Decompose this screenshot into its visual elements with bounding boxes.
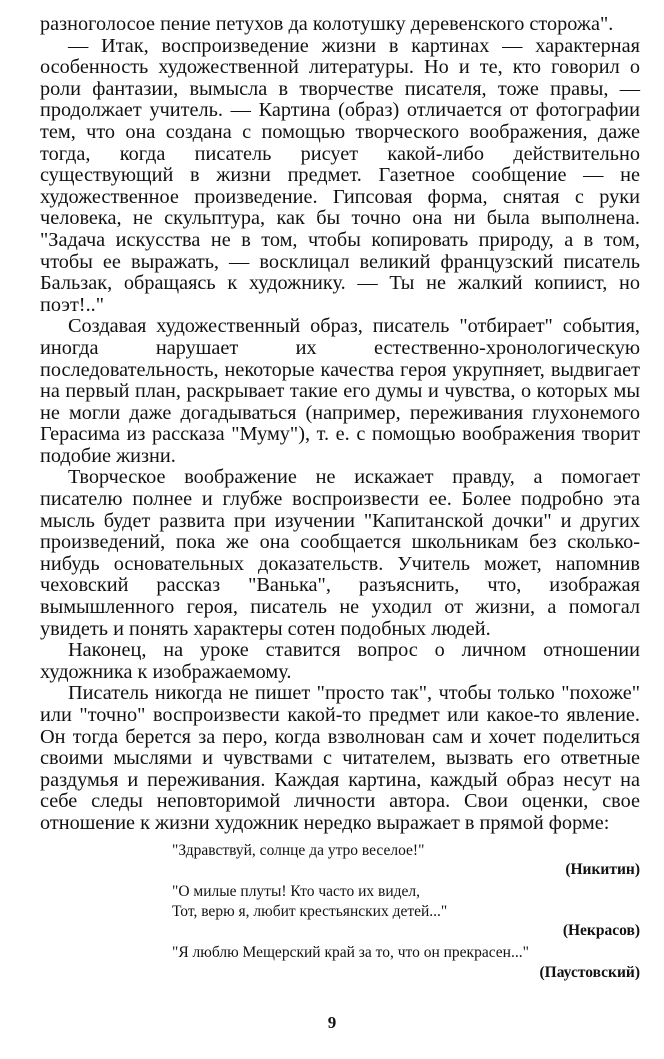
quote-paustovsky-line-1: "Я люблю Мещерский край за то, что он прекрасен..." <box>172 944 529 962</box>
quote-author-paustovsky: (Паустовский) <box>539 963 640 981</box>
quotes-block <box>40 841 640 983</box>
paragraph-2: — Итак, воспроизведение жизни в картинах — характерная особенность художественной литературы. Но и те, кто говорил о роли фантазии, вымысла в творчестве писателя, тоже правы, — продолжает учитель. — Картина (образ) отличается от фотографии тем, что она создана с помощью творческого воображения, даже тогда, когда писатель рисует какой-либо действительно существующий в жизни предмет. Газетное сообщение — не художественное произведение. Гипсовая форма, снятая с руки человека, не скульптура, как бы точно она ни была выполнена. "Задача искусства не в том, чтобы копировать природу, а в том, чтобы ее выражать, — восклицал великий французский писатель Бальзак, обращаясь к художнику. — Ты не жалкий копиист, но поэт!.." <box>40 34 640 316</box>
quote-author-nikitin: (Никитин) <box>565 861 640 879</box>
quote-nekrasov-line-2: Тот, верю я, любит крестьянских детей..." <box>172 902 448 920</box>
paragraph-6: Писатель никогда не пишет "просто так", чтобы только "похоже" или "точно" воспроизвести какой-то предмет или какое-то явление. Он тогда берется за перо, когда взволнован сам и хочет поделиться своими мыслями и чувствами с читателем, вызвать его ответные раздумья и переживания. Каждая картина, каждый образ несут на себе следы неповторимой личности автора. Свои оценки, свое отношение к жизни художник нередко выражает в прямой форме: <box>40 682 640 834</box>
paragraph-5: Наконец, на уроке ставится вопрос о личном отношении художника к изображаемому. <box>40 639 640 683</box>
page-number: 9 <box>327 1013 337 1032</box>
paragraph-3: Создавая художественный образ, писатель "отбирает" события, иногда нарушает их естественно-хронологическую последовательность, некоторые качества героя укрупняет, выдвигает на первый план, раскрывает такие его думы и чувства, о которых мы не могли даже догадываться (например, переживания глухонемого Герасима из рассказа "Муму"), т. е. с помощью воображения творит подобие жизни. <box>40 315 640 467</box>
quote-nikitin-line-1: "Здравствуй, солнце да утро веселое!" <box>172 841 425 859</box>
page-content <box>40 14 640 985</box>
quote-nekrasov-line-1: "О милые плуты! Кто часто их видел, <box>172 883 421 901</box>
quote-author-nekrasov: (Некрасов) <box>562 922 640 940</box>
paragraph-1: разноголосое пение петухов да колотушку деревенского сторожа". <box>40 13 614 35</box>
paragraph-4: Творческое воображение не искажает правду, а помогает писателю полнее и глубже воспроизвести ее. Более подробно эта мысль будет развита при изучении "Капитанской дочки" и других произведений, пока же она сообщается школьникам без сколько-нибудь основательных доказательств. Учитель может, напомнив чеховский рассказ "Ванька", разъяснить, что, изображая вымышленного героя, писатель не уходил от жизни, а помогал увидеть и понять характеры сотен подобных людей. <box>40 466 640 640</box>
